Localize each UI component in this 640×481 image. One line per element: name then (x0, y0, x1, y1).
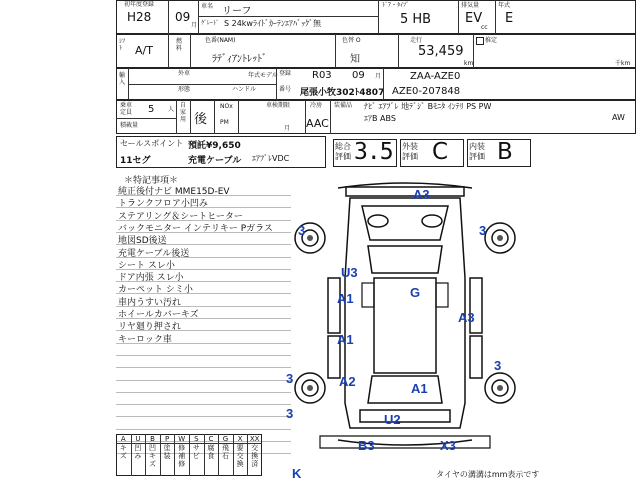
displacement-unit: cc (481, 24, 488, 31)
legend-code: G (222, 435, 229, 443)
mark-x3: X3 (440, 438, 456, 453)
legend-divider (160, 434, 161, 476)
headlight-left (368, 215, 388, 227)
pm-label: PM (220, 119, 229, 126)
color-value: ﾗﾃﾞｨｱﾝﾄﾚｯﾄﾞ (212, 54, 267, 65)
mileage-value: 53,459 (418, 44, 464, 59)
shape-label: 形態 (178, 86, 191, 93)
note-rule (116, 367, 291, 368)
first-reg-label: 初年度登録 (124, 1, 155, 8)
legend-divider (247, 434, 248, 476)
mark-front-roof: A3 (413, 187, 430, 202)
side-trim-left (362, 283, 374, 307)
note-item: ドア内張 スレ小 (118, 273, 184, 284)
note-rule (116, 355, 291, 356)
mileage-unit: km (464, 60, 474, 67)
door-type-label: ﾄﾞｱ・ﾀｲﾌﾟ (382, 2, 410, 9)
note-rule (116, 392, 291, 393)
capacity-value: 5 (148, 104, 155, 115)
front-grille (346, 187, 464, 196)
body-label: 外車 (178, 70, 191, 77)
car-name: リーフ (222, 6, 252, 17)
capacity-label: 乗車定員 (120, 102, 133, 116)
capacity-unit: 人 (168, 106, 175, 113)
legend-divider (218, 434, 219, 476)
legend-divider (189, 434, 190, 476)
notes-title: ＊特記事項＊ (124, 176, 179, 186)
estimate-checkbox[interactable] (476, 37, 484, 45)
legend-code: P (164, 435, 170, 443)
legend-meaning: 腐食 (207, 444, 215, 460)
sales-point-seg: 11セグ (120, 156, 151, 166)
note-item: 充電ケーブル後送 (118, 248, 190, 259)
reg-month-suffix: 月 (191, 22, 198, 29)
overall-grade: 3.5 (354, 139, 393, 165)
overall-grade-label-1: 総合 (335, 142, 351, 151)
model-code: ZAA-AZE0 (410, 71, 461, 82)
note-item: 地図SD後送 (118, 236, 167, 247)
legend-code: C (208, 435, 214, 443)
note-item: トランクフロア小凹み (118, 199, 208, 210)
reg-year-value: R03 (312, 70, 332, 81)
color-no-label: 色替 O (342, 37, 361, 44)
legend-meaning: 修補修 (178, 444, 186, 468)
hub-front-left (307, 235, 313, 241)
note-rule (116, 404, 291, 405)
shift-label: ｼﾌﾄ (119, 38, 126, 52)
shift-value: A/T (135, 44, 153, 57)
chassis-no: AZE0-207848 (392, 86, 461, 97)
legend-meaning: 交換済 (251, 444, 259, 468)
interior-grade-label-2: 評価 (469, 152, 485, 161)
note-item: ステアリング＆シートヒーター (118, 211, 243, 222)
equipment-extra: AW (612, 113, 625, 122)
legend-divider (233, 434, 234, 476)
exterior-grade-label-1: 外装 (402, 142, 418, 151)
row2-frame (116, 34, 636, 68)
note-rule (116, 416, 291, 417)
hub-front-right (497, 235, 503, 241)
reg-plate: 尾張小牧302ﾄ4807 (300, 88, 385, 98)
nox-label: NOx (220, 103, 233, 110)
exterior-grade: C (432, 139, 449, 165)
equipment-label: 装備品 (334, 102, 353, 109)
rear-bumper-panel (360, 410, 450, 422)
equipment-line-2: ｴｱB ABS (364, 114, 396, 123)
body-outline (345, 198, 465, 428)
mark-rear-left-tire: 3 (286, 371, 294, 386)
hood-outline (362, 206, 448, 240)
model-label: 年式モデル (248, 72, 278, 79)
mark-g: G (410, 285, 421, 300)
legend-divider (174, 434, 175, 476)
overall-grade-label-2: 評価 (335, 152, 351, 161)
inspection-month-suffix: 月 (284, 125, 291, 132)
cooler-label: 冷房 (310, 102, 323, 109)
headlight-right (422, 215, 442, 227)
year-type: E (505, 11, 514, 26)
lease-mark: 後 (194, 112, 208, 127)
legend-divider (145, 434, 146, 476)
inspection-label: 車検期限 (266, 102, 291, 109)
car-diagram (280, 178, 530, 458)
note-item: 純正後付ナビ MME15D-EV (118, 187, 230, 197)
car-name-label: 車名 (201, 3, 214, 10)
mileage-label: 走行 (410, 37, 423, 44)
mark-k: K (292, 466, 302, 481)
note-item: キーロック車 (118, 334, 172, 345)
legend-meaning: 要交換 (236, 444, 244, 468)
reg-label: 登録 (279, 70, 292, 77)
displacement: EV (465, 11, 483, 26)
mark-a1-center: A1 (411, 381, 428, 396)
rear-skirt (320, 436, 490, 448)
legend-divider (131, 434, 132, 476)
mark-rear-num-left: 3 (286, 406, 294, 421)
interior-grade: B (497, 139, 513, 165)
interior-grade-label-1: 内装 (469, 142, 485, 151)
reg-month-value: 09 (352, 70, 365, 81)
legend-code: U (135, 435, 141, 443)
estimate-label: 推定 (485, 37, 498, 44)
reg-month-suffix-2: 月 (375, 73, 382, 80)
legend-meaning: サビ (192, 444, 200, 460)
side-trim-right (436, 283, 448, 307)
mark-b3: B3 (358, 438, 375, 453)
reg-year: H28 (127, 10, 152, 24)
legend-meaning: 塗装 (163, 444, 171, 460)
note-item: 車内うすい汚れ (118, 297, 182, 308)
windshield (368, 246, 442, 273)
mark-a1-left-front: A1 (337, 291, 354, 306)
mark-a2-left: A2 (339, 374, 356, 389)
grade-value: S 24kwﾗｲﾄﾞｶｰﾃﾝｴｱﾊﾞｯｸﾞ無 (224, 19, 321, 28)
equipment-line-1: ﾅﾋﾞ ｴｱﾌﾞﾚ 地ﾃﾞｼﾞ Bﾓﾆﾀ ｲﾝﾃﾘ PS PW (364, 102, 492, 111)
legend-code: S (194, 435, 199, 443)
hub-rear-left (307, 385, 313, 391)
legend-meaning: キズ (119, 444, 127, 460)
rear-window (368, 376, 442, 403)
note-item: カーペット シミ小 (118, 285, 193, 296)
legend-code: B (150, 435, 155, 443)
mark-front-left-tire: 3 (298, 223, 306, 238)
legend-meaning: 飛石 (222, 444, 229, 460)
load-label: 積載量 (120, 122, 139, 129)
km-unit: 千km (615, 60, 631, 67)
sales-point-vdc: ｴｱﾌﾞﾚVDC (252, 154, 290, 163)
legend-divider (204, 434, 205, 476)
legend-code: W (178, 435, 186, 443)
mark-u3: U3 (341, 265, 358, 280)
note-rule (116, 429, 291, 430)
mark-a3-right: A3 (458, 310, 475, 325)
door-type: 5 HB (400, 12, 432, 27)
legend-code: A (120, 435, 126, 443)
note-item: リヤ廻り押され (118, 322, 181, 333)
use-label: 自家用 (180, 102, 187, 123)
roof-panel (374, 278, 436, 373)
exterior-grade-label-2: 評価 (402, 152, 418, 161)
legend-meaning: 凹キズ (149, 444, 156, 468)
color-label: 色番(NAM) (205, 37, 236, 44)
footer-note: タイヤの溝溝はmm表示です (436, 470, 540, 479)
note-item: ホイールカバーキズ (118, 310, 199, 320)
handle-label: ハンドル (232, 86, 257, 93)
note-item: シート スレ小 (118, 260, 175, 271)
note-item: バックモニター インテリキー Pガラス (118, 223, 273, 234)
sales-point-label: セールスポイント (120, 139, 184, 148)
mark-u2: U2 (384, 412, 401, 427)
color-no: 知 (350, 54, 360, 65)
hub-rear-right (497, 385, 503, 391)
sales-point-charge-cable: 充電ケーブル (188, 156, 242, 166)
displacement-label: 排気量 (461, 2, 480, 9)
import-label: 輸入 (119, 72, 126, 86)
legend-code: X (237, 435, 243, 443)
legend-meaning: 凹み (134, 444, 142, 460)
note-rule (116, 380, 291, 381)
legend-code: XX (249, 435, 260, 443)
legend-header-rule (116, 443, 262, 444)
year-type-label: 年式 (498, 2, 511, 9)
reg-month: 09 (175, 10, 191, 24)
reg-no-label: 番号 (279, 86, 292, 93)
mark-a1-left-rear: A1 (337, 332, 354, 347)
fuel-label: 燃料 (176, 38, 183, 52)
sales-point-deposit: 預託¥9,650 (188, 141, 241, 151)
grade-label: ｸﾞﾚｰﾄﾞ (201, 20, 220, 27)
mark-rear-right-tire: 3 (494, 358, 502, 373)
mark-front-right-tire: 3 (479, 223, 487, 238)
right-rear-door (470, 336, 482, 378)
cooler-value: AAC (306, 117, 329, 130)
